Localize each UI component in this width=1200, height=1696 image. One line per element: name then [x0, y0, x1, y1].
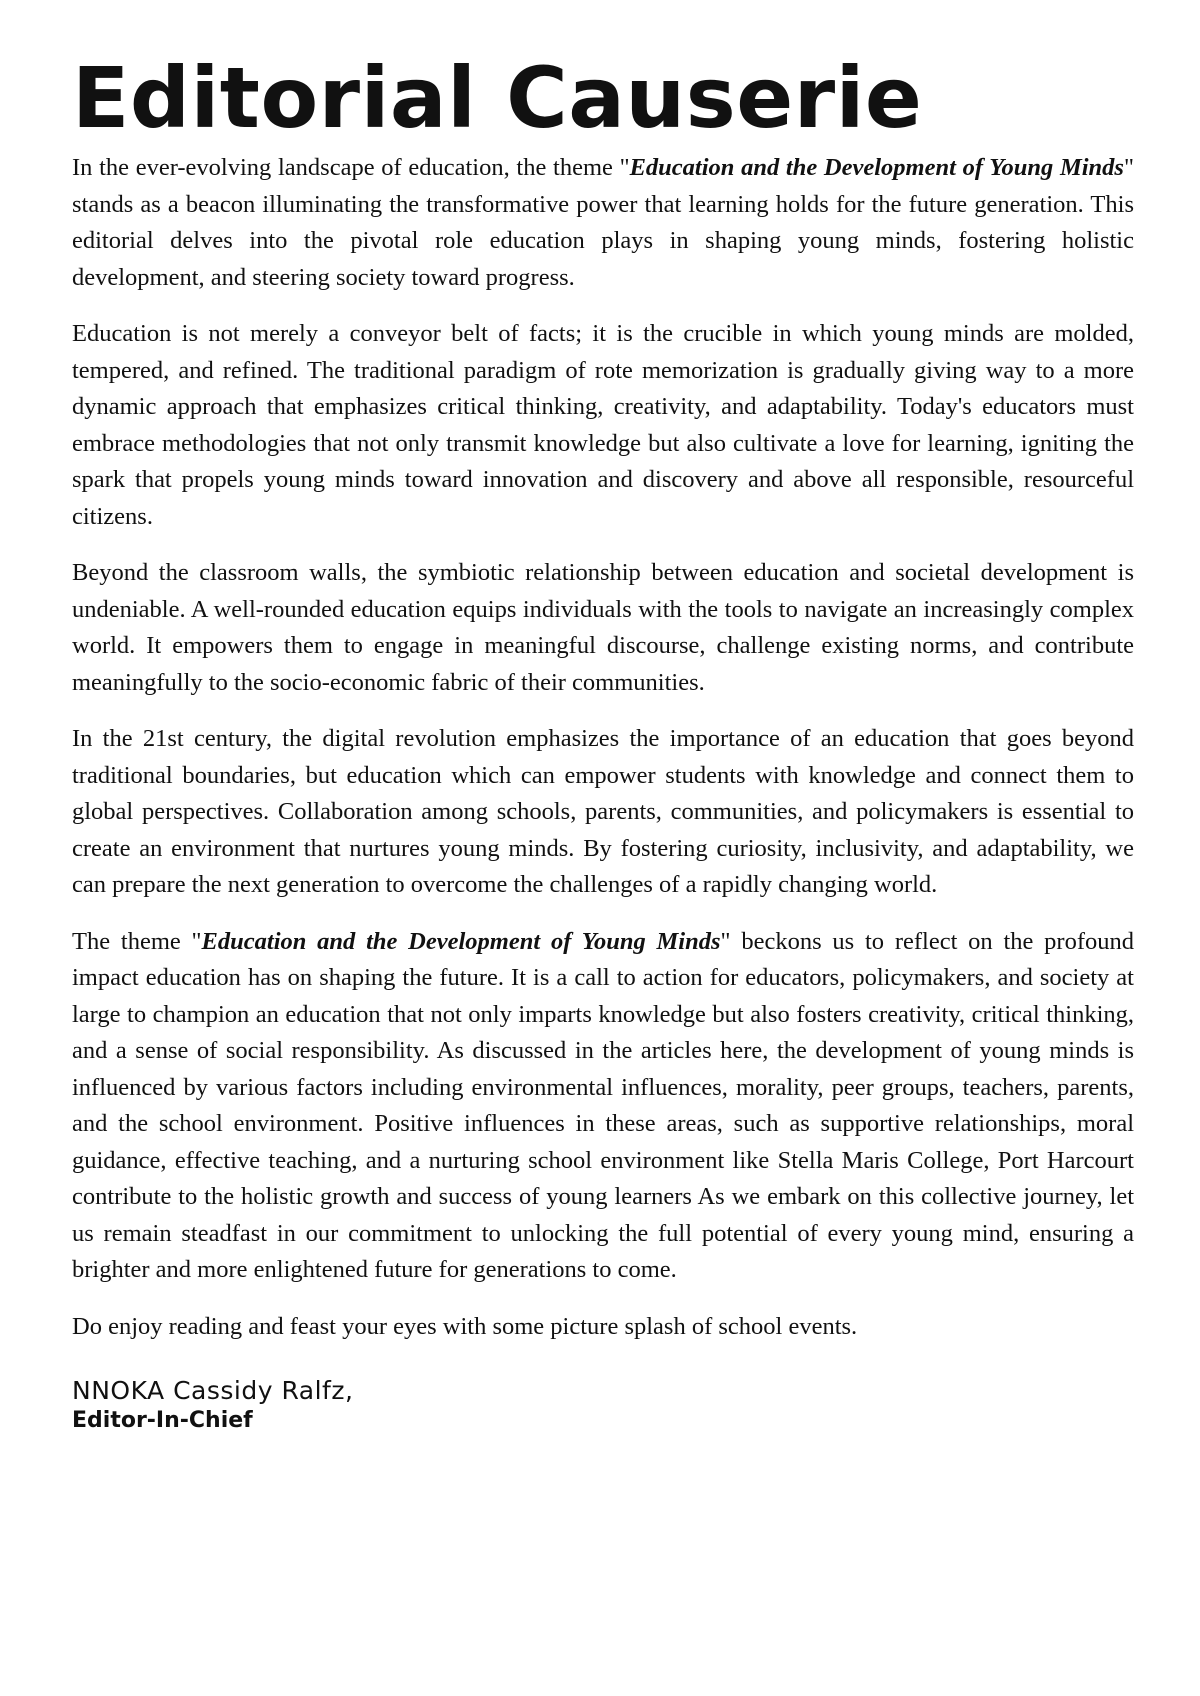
paragraph-text: In the ever-evolving landscape of education, the theme " [72, 154, 630, 182]
page-title: Editorial Causerie [72, 49, 923, 147]
theme-emphasis: Education and the Development of Young Minds [629, 154, 1124, 182]
paragraph-text: The theme " [72, 927, 202, 955]
editorial-page [72, 49, 1135, 1435]
paragraph-theme-reflection [72, 924, 1134, 1289]
signature-name: NNOKA Cassidy Ralfz, [72, 1376, 354, 1406]
paragraph-digital-revolution: In the 21st century, the digital revolution emphasizes the importance of an education that goes beyond traditional boundaries, but education which can empower students with knowledge and connect them to global perspectives. Collaboration among schools, parents, communities, and policymakers is essential to create an environment that nurtures young minds. By fostering curiosity, inclusivity, and adaptability, we can prepare the next generation to overcome the challenges of a rapidly changing world. [72, 725, 1134, 899]
theme-emphasis: Education and the Development of Young Minds [201, 927, 721, 955]
paragraph-text: " beckons us to reflect on the profound impact education has on shaping the future. It is a call to action for educators, policymakers, and society at large to champion an education that not only imparts knowledge but also fosters creativity, critical thinking, and a sense of social responsibility. As discussed in the articles here, the development of young minds is influenced by various factors including environmental influences, morality, peer groups, teachers, parents, and the school environment. Positive influences in these areas, such as supportive relationships, moral guidance, effective teaching, and a nurturing school environment like Stella Maris College, Port Harcourt contribute to the holistic growth and success of young learners As we embark on this collective journey, let us remain steadfast in our commitment to unlocking the full potential of every young mind, ensuring a brighter and more enlightened future for generations to come. [72, 927, 1135, 1284]
signature-role: Editor-In-Chief [72, 1408, 253, 1434]
paragraph-intro [72, 150, 1134, 296]
paragraph-closing: Do enjoy reading and feast your eyes with some picture splash of school events. [72, 1312, 858, 1340]
paragraph-beyond-classroom: Beyond the classroom walls, the symbiotic relationship between education and societal development is undeniable. A well-rounded education equips individuals with the tools to navigate an increasingly complex world. It empowers them to engage in meaningful discourse, challenge existing norms, and contribute meaningfully to the socio-economic fabric of their communities. [72, 559, 1134, 696]
paragraph-text: " stands as a beacon illuminating the transformative power that learning holds for the future generation. This editorial delves into the pivotal role education plays in shaping young minds, fostering holistic development, and steering society toward progress. [72, 154, 1134, 291]
paragraph-education: Education is not merely a conveyor belt of facts; it is the crucible in which young minds are molded, tempered, and refined. The traditional paradigm of rote memorization is gradually giving way to a more dynamic approach that emphasizes critical thinking, creativity, and adaptability. Today's educators must embrace methodologies that not only transmit knowledge but also cultivate a love for learning, igniting the spark that propels young minds toward innovation and discovery and above all responsible, resourceful citizens. [72, 320, 1134, 530]
